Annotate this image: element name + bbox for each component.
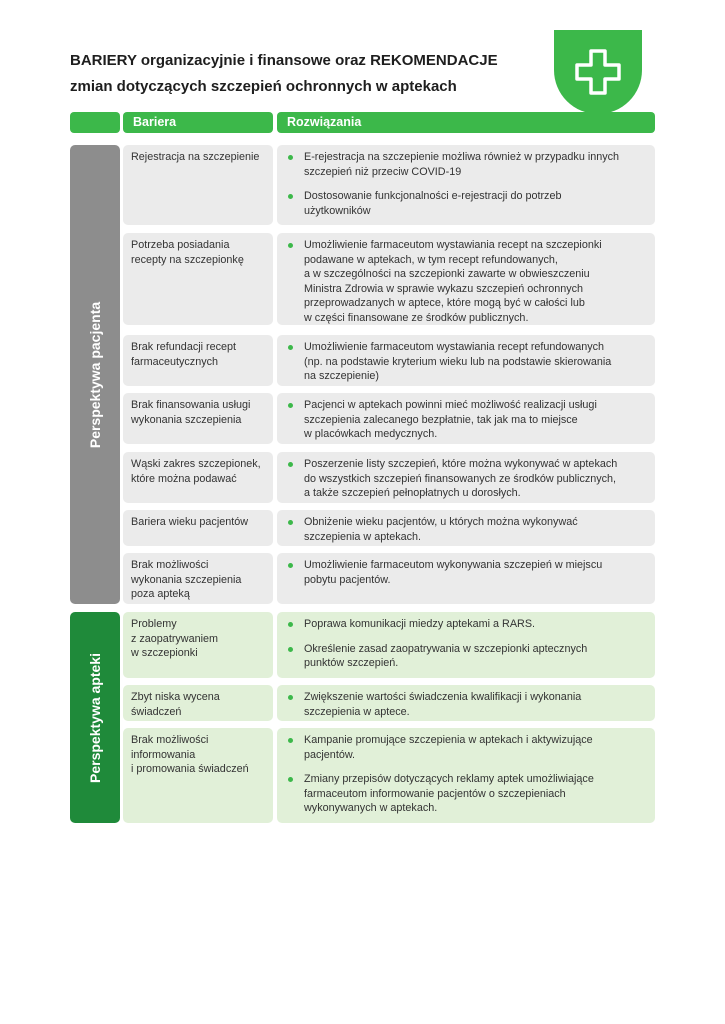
- solution-item: [285, 642, 647, 671]
- barrier-cell: [123, 685, 273, 721]
- barrier-text: Wąski zakres szczepionek, które można podawać: [131, 458, 261, 485]
- barrier-cell: [123, 335, 273, 386]
- title-line-1: BARIERY organizacyjnie i finansowe oraz REKOMENDACJE: [70, 52, 498, 69]
- title-line-2: zmian dotyczących szczepień ochronnych w aptekach: [70, 78, 457, 95]
- solution-text: Pacjenci w aptekach powinni mieć możliwość realizacji usługi szczepienia zalecanego bezpłatnie, tak jak ma to miejsce w placówkach medycznych.: [304, 399, 597, 440]
- barrier-cell: [123, 393, 273, 444]
- solution-item: [285, 457, 647, 501]
- solution-item: [285, 772, 647, 816]
- header-rozwiazania: Rozwiązania: [277, 112, 655, 133]
- header-bariera: Bariera: [123, 112, 273, 133]
- section-pharmacy-label: Perspektywa apteki: [87, 652, 103, 783]
- solution-text: Poprawa komunikacji miedzy aptekami a RARS.: [304, 618, 536, 630]
- solution-text: Umożliwienie farmaceutom wystawiania recept na szczepionki podawane w aptekach, w tym recept refundowanych, a w szczególności na szczepionki zawarte w obwieszczeniu Ministra Zdrowia w sprawie wykazu szczepień ochronnych przeprowadzanych w aptece, które mogą być w całości lub w części finansowane ze środków publicznych.: [304, 239, 602, 324]
- bullet-dot-icon: [288, 563, 293, 568]
- barrier-text: Bariera wieku pacjentów: [131, 516, 249, 528]
- barrier-cell: [123, 612, 273, 678]
- barrier-text: Zbyt niska wycena świadczeń: [131, 691, 220, 718]
- solution-item: [285, 558, 647, 587]
- solution-item: [285, 690, 647, 719]
- solutions-cell: [277, 728, 655, 823]
- header-spacer: [70, 112, 120, 133]
- solution-text: Zmiany przepisów dotyczących reklamy aptek umożliwiające farmaceutom informowanie pacjentów o szczepieniach wykonywanych w aptekach.: [304, 773, 594, 814]
- section-pharmacy: [70, 612, 120, 823]
- bullet-dot-icon: [288, 243, 293, 248]
- barrier-cell: [123, 728, 273, 823]
- solution-text: Poszerzenie listy szczepień, które można wykonywać w aptekach do wszystkich szczepień finansowanych ze środków publicznych, a także szczepień pełnopłatnych u dorosłych.: [304, 458, 618, 499]
- bullet-dot-icon: [288, 695, 293, 700]
- barrier-text: Brak refundacji recept farmaceutycznych: [131, 341, 237, 368]
- solutions-cell: [277, 685, 655, 721]
- bullet-dot-icon: [288, 520, 293, 525]
- barrier-text: Brak finansowania usługi wykonania szczepienia: [131, 399, 251, 426]
- solutions-cell: [277, 393, 655, 444]
- solutions-cell: [277, 335, 655, 386]
- bullet-dot-icon: [288, 738, 293, 743]
- solution-text: E-rejestracja na szczepienie możliwa również w przypadku innych szczepień niż przeciw COVID-19: [304, 151, 620, 178]
- solution-item: [285, 340, 647, 384]
- barrier-cell: [123, 452, 273, 503]
- solution-item: [285, 733, 647, 762]
- bullet-dot-icon: [288, 155, 293, 160]
- barrier-cell: [123, 553, 273, 604]
- solution-item: [285, 238, 647, 325]
- pharmacy-cross-icon: [574, 48, 622, 96]
- solution-item: [285, 189, 647, 218]
- barrier-text: Rejestracja na szczepienie: [131, 151, 260, 163]
- solutions-cell: [277, 510, 655, 546]
- solutions-cell: [277, 452, 655, 503]
- solutions-cell: [277, 145, 655, 225]
- barrier-text: Problemy z zaopatrywaniem w szczepionki: [131, 618, 219, 659]
- bullet-dot-icon: [288, 647, 293, 652]
- section-patient-label: Perspektywa pacjenta: [87, 301, 103, 448]
- solution-text: Obniżenie wieku pacjentów, u których można wykonywać szczepienia w aptekach.: [304, 516, 578, 543]
- section-patient: [70, 145, 120, 604]
- solution-text: Umożliwienie farmaceutom wystawiania recept refundowanych (np. na podstawie kryterium wieku lub na podstawie skierowania na szczepienie): [304, 341, 612, 382]
- bullet-dot-icon: [288, 403, 293, 408]
- barrier-text: Brak możliwości wykonania szczepienia poza apteką: [131, 559, 242, 600]
- bullet-dot-icon: [288, 622, 293, 627]
- barrier-text: Brak możliwości informowania i promowania świadczeń: [131, 734, 249, 775]
- pharmacy-badge: [554, 30, 642, 114]
- barrier-text: Potrzeba posiadania recepty na szczepionkę: [131, 239, 244, 266]
- barrier-cell: [123, 510, 273, 546]
- bullet-dot-icon: [288, 194, 293, 199]
- bullet-dot-icon: [288, 777, 293, 782]
- solution-text: Umożliwienie farmaceutom wykonywania szczepień w miejscu pobytu pacjentów.: [304, 559, 603, 586]
- solution-text: Dostosowanie funkcjonalności e-rejestracji do potrzeb użytkowników: [304, 190, 562, 217]
- solution-text: Określenie zasad zaopatrywania w szczepionki aptecznych punktów szczepień.: [304, 642, 588, 669]
- solution-item: [285, 617, 647, 632]
- solution-item: [285, 515, 647, 544]
- solutions-cell: [277, 233, 655, 325]
- solution-text: Zwiększenie wartości świadczenia kwalifikacji i wykonania szczepienia w aptece.: [304, 691, 582, 718]
- bullet-dot-icon: [288, 462, 293, 467]
- solution-text: Kampanie promujące szczepienia w aptekach i aktywizujące pacjentów.: [304, 734, 593, 761]
- solutions-cell: [277, 553, 655, 604]
- barrier-cell: [123, 233, 273, 325]
- barrier-cell: [123, 145, 273, 225]
- solutions-cell: [277, 612, 655, 678]
- bullet-dot-icon: [288, 345, 293, 350]
- solution-item: [285, 398, 647, 442]
- solution-item: [285, 150, 647, 179]
- page-title: [70, 48, 540, 100]
